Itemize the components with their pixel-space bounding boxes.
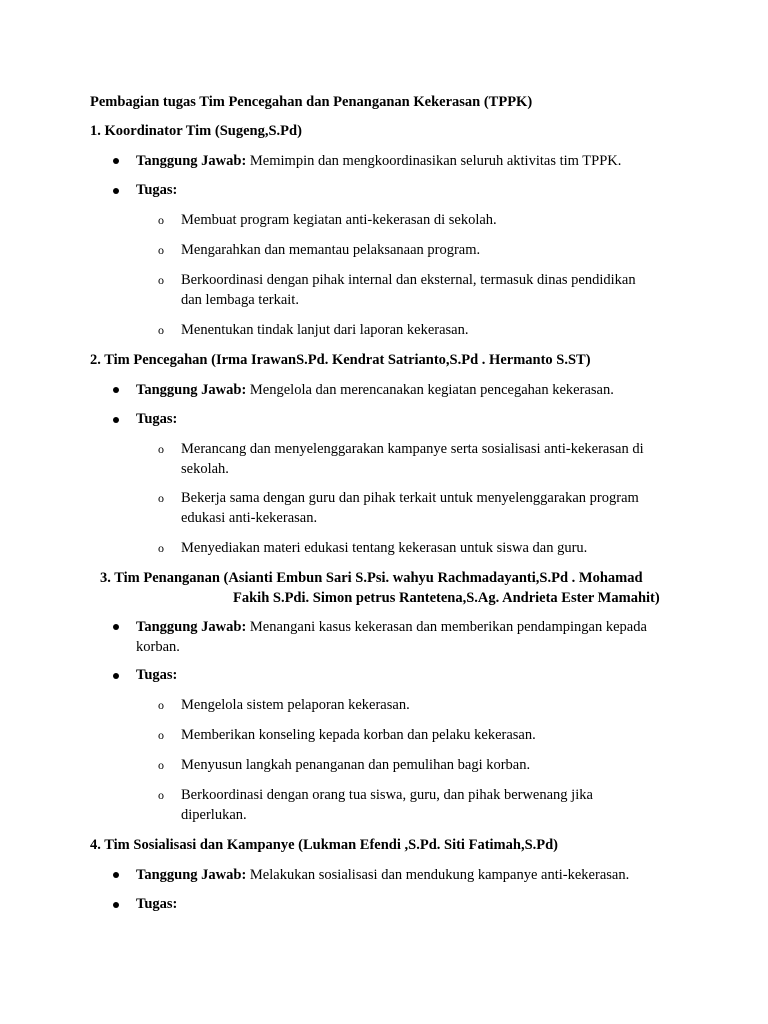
section-4-tasks-label: Tugas: [136, 896, 178, 912]
section-1-tasks-label: Tugas: [136, 182, 178, 198]
bullet-icon [113, 872, 119, 878]
responsibility-label: Tanggung Jawab: [136, 867, 247, 883]
document-title: Pembagian tugas Tim Pencegahan dan Penanganan Kekerasan (TPPK) [90, 94, 533, 110]
responsibility-label: Tanggung Jawab: [136, 382, 247, 398]
section-3-heading: 3. Tim Penanganan (Asianti Embun Sari S.Psi. wahyu Rachmadayanti,S.Pd . Mohamad [100, 570, 643, 586]
sub-bullet-icon: o [158, 788, 164, 802]
list-item: Menyusun langkah penanganan dan pemulihan bagi korban. [181, 757, 531, 773]
responsibility-text: Menangani kasus kekerasan dan memberikan pendampingan kepada [249, 619, 647, 635]
list-item: Menentukan tindak lanjut dari laporan kekerasan. [181, 322, 469, 338]
section-1-responsibility [136, 151, 621, 171]
section-2-heading: 2. Tim Pencegahan (Irma IrawanS.Pd. Kendrat Satrianto,S.Pd . Hermanto S.ST) [90, 352, 591, 368]
list-item: Menyediakan materi edukasi tentang kekerasan untuk siswa dan guru. [181, 540, 588, 556]
bullet-icon [113, 188, 119, 194]
bullet-icon [113, 158, 119, 164]
bullet-icon [113, 417, 119, 423]
section-3-heading-continuation: Fakih S.Pdi. Simon petrus Rantetena,S.Ag. Andrieta Ester Mamahit) [233, 590, 660, 606]
list-item: Berkoordinasi dengan orang tua siswa, guru, dan pihak berwenang jika [181, 787, 593, 803]
bullet-icon [113, 902, 119, 908]
list-item-continuation: sekolah. [181, 461, 229, 477]
sub-bullet-icon: o [158, 213, 164, 227]
list-item: Memberikan konseling kepada korban dan pelaku kekerasan. [181, 727, 536, 743]
sub-bullet-icon: o [158, 541, 164, 555]
responsibility-text-continuation: korban. [136, 639, 180, 655]
section-3-responsibility [136, 617, 647, 637]
sub-bullet-icon: o [158, 491, 164, 505]
section-4-responsibility [136, 865, 629, 885]
bullet-icon [113, 624, 119, 630]
list-item-continuation: edukasi anti-kekerasan. [181, 510, 318, 526]
sub-bullet-icon: o [158, 698, 164, 712]
responsibility-label: Tanggung Jawab: [136, 153, 247, 169]
sub-bullet-icon: o [158, 442, 164, 456]
responsibility-text: Mengelola dan merencanakan kegiatan pencegahan kekerasan. [249, 382, 614, 398]
bullet-icon [113, 673, 119, 679]
section-3-tasks-label: Tugas: [136, 667, 178, 683]
section-2-tasks-label: Tugas: [136, 411, 178, 427]
list-item: Mengarahkan dan memantau pelaksanaan program. [181, 242, 481, 258]
section-4-heading: 4. Tim Sosialisasi dan Kampanye (Lukman Efendi ,S.Pd. Siti Fatimah,S.Pd) [90, 837, 559, 853]
sub-bullet-icon: o [158, 243, 164, 257]
section-1-heading: 1. Koordinator Tim (Sugeng,S.Pd) [90, 123, 302, 139]
responsibility-label: Tanggung Jawab: [136, 619, 247, 635]
list-item: Membuat program kegiatan anti-kekerasan di sekolah. [181, 212, 497, 228]
sub-bullet-icon: o [158, 273, 164, 287]
list-item: Berkoordinasi dengan pihak internal dan eksternal, termasuk dinas pendidikan [181, 272, 636, 288]
list-item: Mengelola sistem pelaporan kekerasan. [181, 697, 410, 713]
sub-bullet-icon: o [158, 758, 164, 772]
list-item: Bekerja sama dengan guru dan pihak terkait untuk menyelenggarakan program [181, 490, 639, 506]
sub-bullet-icon: o [158, 323, 164, 337]
list-item: Merancang dan menyelenggarakan kampanye serta sosialisasi anti-kekerasan di [181, 441, 644, 457]
bullet-icon [113, 387, 119, 393]
list-item-continuation: diperlukan. [181, 807, 247, 823]
sub-bullet-icon: o [158, 728, 164, 742]
responsibility-text: Memimpin dan mengkoordinasikan seluruh aktivitas tim TPPK. [249, 153, 622, 169]
list-item-continuation: dan lembaga terkait. [181, 292, 299, 308]
responsibility-text: Melakukan sosialisasi dan mendukung kampanye anti-kekerasan. [249, 867, 630, 883]
section-2-responsibility [136, 380, 614, 400]
